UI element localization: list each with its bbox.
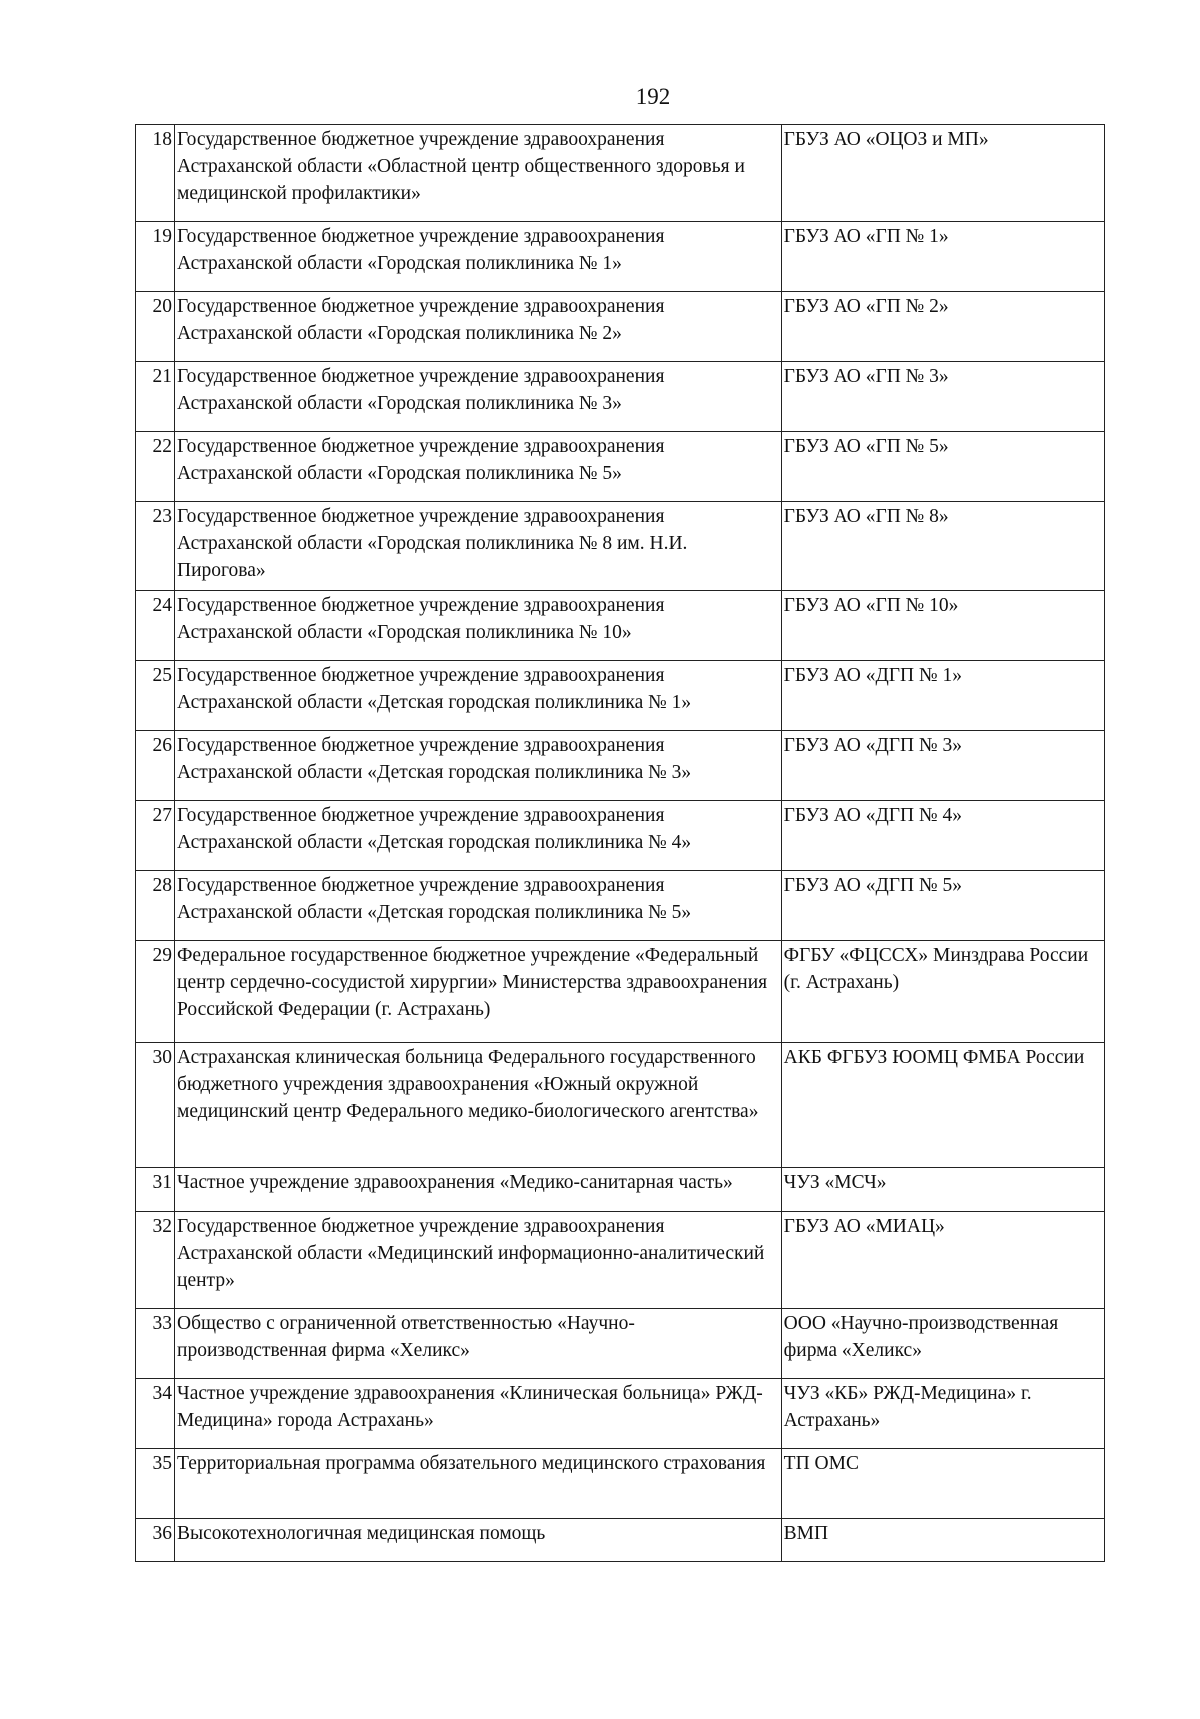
table-row (136, 362, 1105, 432)
institution-full-name: Частное учреждение здравоохранения «Клиническая больница» РЖД-Медицина» города Астрахань» (175, 1379, 782, 1449)
table-row (136, 591, 1105, 661)
row-number: 32 (136, 1212, 175, 1309)
institution-full-name: Государственное бюджетное учреждение здравоохранения Астраханской области «Областной центр общественного здоровья и медицинской профилактики» (175, 125, 782, 222)
institution-abbreviation: ГБУЗ АО «ГП № 5» (781, 432, 1104, 502)
institution-full-name: Государственное бюджетное учреждение здравоохранения Астраханской области «Городская поликлиника № 2» (175, 292, 782, 362)
institution-full-name: Государственное бюджетное учреждение здравоохранения Астраханской области «Городская поликлиника № 3» (175, 362, 782, 432)
row-number: 20 (136, 292, 175, 362)
institution-abbreviation: ГБУЗ АО «ДГП № 1» (781, 661, 1104, 731)
institution-abbreviation: ТП ОМС (781, 1449, 1104, 1519)
institution-full-name: Государственное бюджетное учреждение здравоохранения Астраханской области «Городская поликлиника № 5» (175, 432, 782, 502)
row-number: 30 (136, 1043, 175, 1168)
institution-abbreviation: ГБУЗ АО «ДГП № 4» (781, 801, 1104, 871)
institution-abbreviation: ГБУЗ АО «ГП № 10» (781, 591, 1104, 661)
row-number: 18 (136, 125, 175, 222)
row-number: 33 (136, 1309, 175, 1379)
institution-abbreviation: ГБУЗ АО «ОЦОЗ и МП» (781, 125, 1104, 222)
page-number: 192 (635, 84, 671, 109)
institution-full-name: Государственное бюджетное учреждение здравоохранения Астраханской области «Медицинский информационно-аналитический центр» (175, 1212, 782, 1309)
table-row (136, 502, 1105, 591)
table-row (136, 801, 1105, 871)
institution-full-name: Федеральное государственное бюджетное учреждение «Федеральный центр сердечно-сосудистой хирургии» Министерства здравоохранения Российской Федерации (г. Астрахань) (175, 941, 782, 1043)
row-number: 25 (136, 661, 175, 731)
row-number: 26 (136, 731, 175, 801)
row-number: 28 (136, 871, 175, 941)
institution-abbreviation: ГБУЗ АО «ГП № 8» (781, 502, 1104, 591)
institution-full-name: Государственное бюджетное учреждение здравоохранения Астраханской области «Детская городская поликлиника № 5» (175, 871, 782, 941)
row-number: 31 (136, 1168, 175, 1212)
row-number: 29 (136, 941, 175, 1043)
institution-abbreviation: ГБУЗ АО «ГП № 2» (781, 292, 1104, 362)
institution-full-name: Частное учреждение здравоохранения «Медико-санитарная часть» (175, 1168, 782, 1212)
table-row (136, 941, 1105, 1043)
row-number: 19 (136, 222, 175, 292)
table-row (136, 871, 1105, 941)
row-number: 24 (136, 591, 175, 661)
table-row (136, 222, 1105, 292)
table-row (136, 1449, 1105, 1519)
table-row (136, 292, 1105, 362)
institution-abbreviation: ГБУЗ АО «ДГП № 3» (781, 731, 1104, 801)
table-row (136, 731, 1105, 801)
row-number: 22 (136, 432, 175, 502)
row-number: 36 (136, 1519, 175, 1562)
institution-full-name: Территориальная программа обязательного медицинского страхования (175, 1449, 782, 1519)
row-number: 21 (136, 362, 175, 432)
institution-full-name: Государственное бюджетное учреждение здравоохранения Астраханской области «Городская поликлиника № 8 им. Н.И. Пирогова» (175, 502, 782, 591)
abbreviations-table (135, 124, 1105, 1562)
institution-full-name: Государственное бюджетное учреждение здравоохранения Астраханской области «Детская городская поликлиника № 4» (175, 801, 782, 871)
table-row (136, 1309, 1105, 1379)
institution-full-name: Государственное бюджетное учреждение здравоохранения Астраханской области «Детская городская поликлиника № 3» (175, 731, 782, 801)
table-row (136, 125, 1105, 222)
institution-abbreviation: ООО «Научно-производственная фирма «Хеликс» (781, 1309, 1104, 1379)
table-row (136, 432, 1105, 502)
table-row (136, 1519, 1105, 1562)
table-row (136, 1212, 1105, 1309)
institution-abbreviation: ЧУЗ «МСЧ» (781, 1168, 1104, 1212)
table-row (136, 1168, 1105, 1212)
institution-abbreviation: ГБУЗ АО «МИАЦ» (781, 1212, 1104, 1309)
row-number: 35 (136, 1449, 175, 1519)
row-number: 34 (136, 1379, 175, 1449)
institution-abbreviation: ФГБУ «ФЦССХ» Минздрава России (г. Астрахань) (781, 941, 1104, 1043)
table-row (136, 1379, 1105, 1449)
institution-full-name: Государственное бюджетное учреждение здравоохранения Астраханской области «Городская поликлиника № 10» (175, 591, 782, 661)
institution-abbreviation: ЧУЗ «КБ» РЖД-Медицина» г. Астрахань» (781, 1379, 1104, 1449)
table-body (136, 125, 1105, 1562)
institution-full-name: Астраханская клиническая больница Федерального государственного бюджетного учреждения здравоохранения «Южный окружной медицинский центр Федерального медико-биологического агентства» (175, 1043, 782, 1168)
row-number: 27 (136, 801, 175, 871)
institution-abbreviation: ГБУЗ АО «ДГП № 5» (781, 871, 1104, 941)
table-row (136, 661, 1105, 731)
institution-full-name: Государственное бюджетное учреждение здравоохранения Астраханской области «Детская городская поликлиника № 1» (175, 661, 782, 731)
institution-abbreviation: ГБУЗ АО «ГП № 3» (781, 362, 1104, 432)
institution-full-name: Государственное бюджетное учреждение здравоохранения Астраханской области «Городская поликлиника № 1» (175, 222, 782, 292)
institution-abbreviation: ВМП (781, 1519, 1104, 1562)
institution-abbreviation: АКБ ФГБУЗ ЮОМЦ ФМБА России (781, 1043, 1104, 1168)
row-number: 23 (136, 502, 175, 591)
institution-full-name: Высокотехнологичная медицинская помощь (175, 1519, 782, 1562)
institution-abbreviation: ГБУЗ АО «ГП № 1» (781, 222, 1104, 292)
table-row (136, 1043, 1105, 1168)
institution-full-name: Общество с ограниченной ответственностью «Научно-производственная фирма «Хеликс» (175, 1309, 782, 1379)
